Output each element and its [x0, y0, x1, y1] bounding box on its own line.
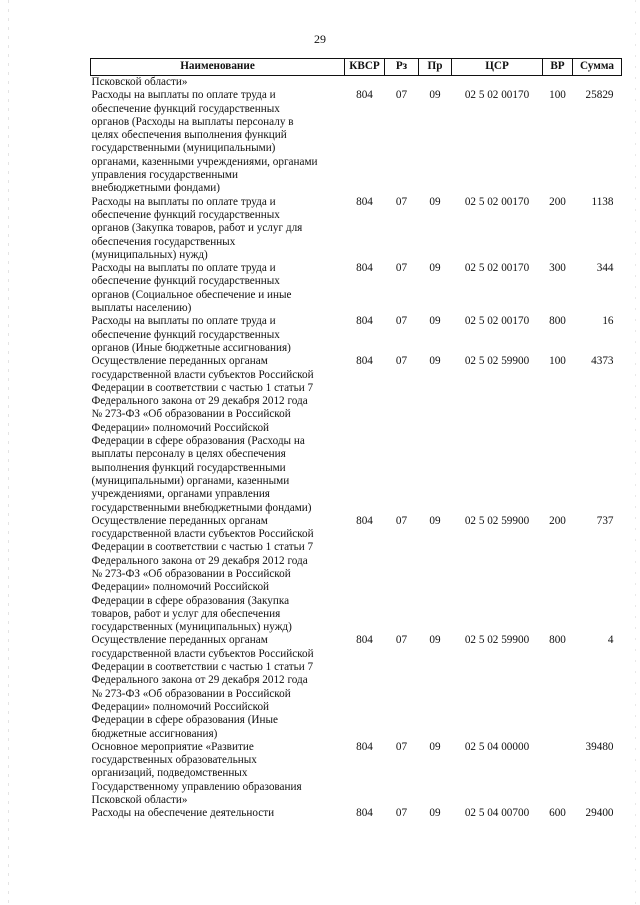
row-kvsr: 804: [356, 355, 373, 368]
row-kvsr: [345, 76, 385, 90]
row-rz: 07: [395, 634, 408, 647]
table-row: [91, 196, 622, 262]
row-csr: 02 5 04 00000: [464, 740, 530, 753]
row-pr: 09: [429, 634, 441, 647]
row-pr: 09: [429, 807, 441, 820]
row-pr: 09: [429, 89, 441, 102]
row-name: Основное мероприятие «Развитие государственных образовательных организаций, подведомственных Государственному управлению образования Псковской области»: [91, 740, 302, 807]
row-vr: [543, 741, 573, 807]
row-vr: [543, 76, 573, 90]
row-kvsr: 804: [356, 807, 373, 820]
row-sum: 737: [596, 514, 614, 527]
table-row: [91, 355, 622, 515]
header-rz: Рз: [385, 59, 419, 76]
scan-edge-left: [8, 0, 9, 905]
row-sum: 1138: [591, 195, 614, 208]
row-sum: 4: [607, 634, 614, 647]
row-rz: [385, 76, 419, 90]
row-rz: 07: [395, 740, 408, 753]
table-row: [91, 515, 622, 635]
table-row: [91, 315, 622, 355]
row-rz: 07: [395, 807, 408, 820]
row-vr: 600: [549, 807, 566, 820]
table-row: [91, 89, 622, 195]
page-number: 29: [314, 32, 326, 46]
row-name: Расходы на выплаты по оплате труда и обеспечение функций государственных органов (Социальное обеспечение и иные выплаты населению): [91, 262, 292, 315]
row-name: Осуществление переданных органам государственной власти субъектов Российской Федерации в соответствии с частью 1 статьи 7 Федерального закона от 29 декабря 2012 года № 273-ФЗ «Об образовании в Российской Федерации» полномочий Российской Федерации в сфере образования (Иные бюджетные ассигнования): [91, 634, 314, 740]
row-pr: 09: [429, 355, 441, 368]
budget-table: [90, 58, 622, 821]
row-csr: 02 5 02 00170: [464, 262, 530, 275]
row-pr: 09: [429, 315, 441, 328]
scan-edge-right: [635, 0, 636, 905]
row-vr: 100: [549, 355, 566, 368]
row-rz: 07: [395, 355, 408, 368]
row-csr: 02 5 02 59900: [464, 634, 530, 647]
row-rz: 07: [395, 262, 408, 275]
row-csr: 02 5 02 00170: [464, 315, 530, 328]
table-row: [91, 76, 622, 90]
row-pr: 09: [429, 195, 441, 208]
row-vr: 200: [549, 514, 566, 527]
row-sum: 4373: [591, 355, 614, 368]
row-kvsr: 804: [356, 262, 373, 275]
row-sum: 344: [596, 262, 614, 275]
row-name: Осуществление переданных органам государственной власти субъектов Российской Федерации в соответствии с частью 1 статьи 7 Федерального закона от 29 декабря 2012 года № 273-ФЗ «Об образовании в Российской Федерации» полномочий Российской Федерации в сфере образования (Расходы на выплаты персоналу в целях обеспечения выполнения функций государственными (муниципальными) органами, казенными учреждениями, органами управления государственными внебюджетными фондами): [91, 355, 314, 514]
row-pr: 09: [429, 262, 441, 275]
row-sum: 25829: [585, 89, 614, 102]
row-kvsr: 804: [356, 89, 373, 102]
row-kvsr: 804: [356, 315, 373, 328]
row-kvsr: 804: [356, 195, 373, 208]
header-csr: ЦСР: [452, 59, 543, 76]
header-sum: Сумма: [573, 59, 622, 76]
row-name: Псковской области»: [91, 76, 188, 88]
row-csr: 02 5 04 00700: [464, 807, 530, 820]
row-rz: 07: [395, 195, 408, 208]
row-pr: 09: [429, 514, 441, 527]
row-vr: 800: [549, 634, 566, 647]
table-header-row: [91, 59, 622, 76]
row-csr: [452, 76, 543, 90]
row-vr: 200: [549, 195, 566, 208]
row-csr: 02 5 02 59900: [464, 514, 530, 527]
row-csr: 02 5 02 00170: [464, 195, 530, 208]
row-kvsr: 804: [356, 514, 373, 527]
table-row: [91, 634, 622, 740]
row-kvsr: 804: [356, 740, 373, 753]
row-name: Осуществление переданных органам государственной власти субъектов Российской Федерации в соответствии с частью 1 статьи 7 Федерального закона от 29 декабря 2012 года № 273-ФЗ «Об образовании в Российской Федерации» полномочий Российской Федерации в сфере образования (Закупка товаров, работ и услуг для обеспечения государственных (муниципальных) нужд): [91, 514, 314, 634]
row-pr: [419, 76, 452, 90]
row-csr: 02 5 02 00170: [464, 89, 530, 102]
table-row: [91, 807, 622, 820]
row-sum: 39480: [585, 740, 614, 753]
row-csr: 02 5 02 59900: [464, 355, 530, 368]
row-vr: 100: [549, 89, 566, 102]
row-name: Расходы на обеспечение деятельности: [91, 807, 275, 820]
row-pr: 09: [429, 740, 441, 753]
table-row: [91, 741, 622, 807]
header-name: Наименование: [91, 59, 345, 76]
row-sum: [573, 76, 622, 90]
row-rz: 07: [395, 89, 408, 102]
table-row: [91, 262, 622, 315]
header-kvsr: КВСР: [345, 59, 385, 76]
row-sum: 16: [602, 315, 614, 328]
row-sum: 29400: [585, 807, 614, 820]
row-name: Расходы на выплаты по оплате труда и обеспечение функций государственных органов (Расходы на выплаты персоналу в целях обеспечения выполнения функций государственными (муниципальными) органами, казенными учреждениями, органами управления государственными внебюджетными фондами): [91, 89, 318, 195]
budget-table-container: [90, 58, 621, 821]
row-name: Расходы на выплаты по оплате труда и обеспечение функций государственных органов (Закупка товаров, работ и услуг для обеспечения государственных (муниципальных) нужд): [91, 195, 303, 261]
header-pr: Пр: [419, 59, 452, 76]
row-rz: 07: [395, 315, 408, 328]
row-name: Расходы на выплаты по оплате труда и обеспечение функций государственных органов (Иные бюджетные ассигнования): [91, 315, 291, 354]
row-rz: 07: [395, 514, 408, 527]
row-vr: 800: [549, 315, 566, 328]
row-vr: 300: [549, 262, 566, 275]
header-vr: ВР: [543, 59, 573, 76]
row-kvsr: 804: [356, 634, 373, 647]
